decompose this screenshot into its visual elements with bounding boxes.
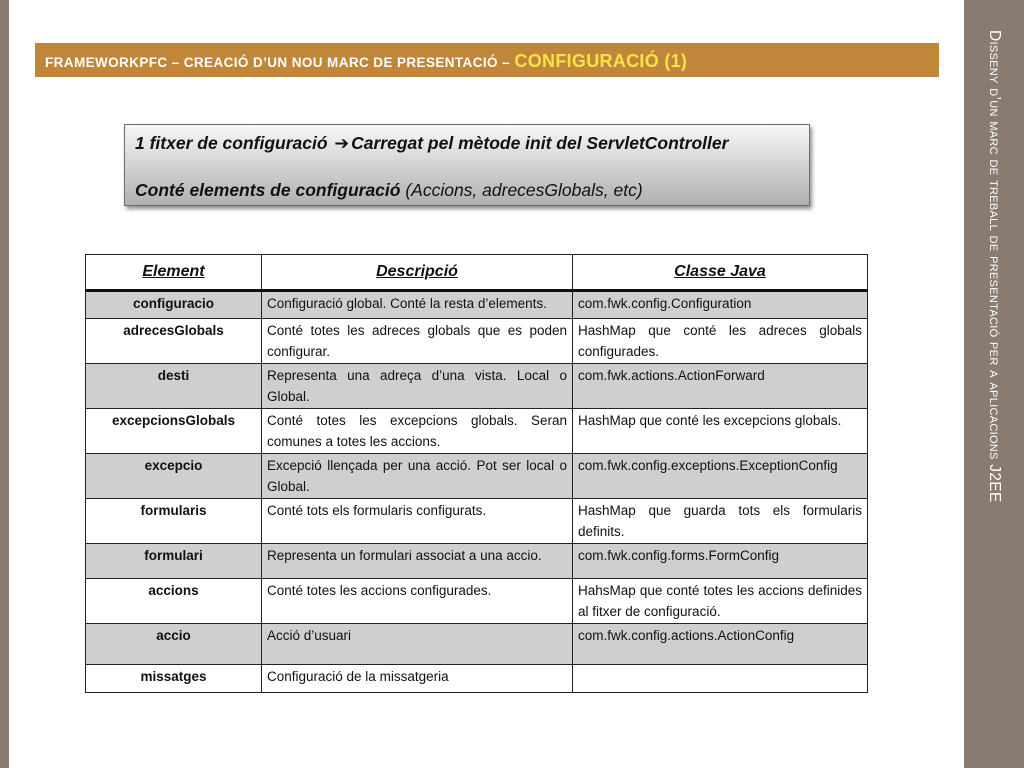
header-title-main: FRAMEWORKPFC – CREACIÓ D’UN NOU MARC DE PRESENTACIÓ – — [45, 55, 510, 70]
column-header-classe-java: Classe Java — [573, 255, 868, 291]
arrow-right-icon: ➔ — [334, 133, 350, 153]
cell-descripcio: Configuració global. Conté la resta d’elements. — [262, 291, 573, 319]
table-row — [86, 544, 868, 579]
cell-descripcio: Conté totes les accions configurades. — [262, 579, 573, 624]
cell-classe: com.fwk.config.Configuration — [573, 291, 868, 319]
left-accent-bar — [0, 0, 9, 768]
table-row — [86, 499, 868, 544]
cell-descripcio: Excepció llençada per una acció. Pot ser local o Global. — [262, 454, 573, 499]
cell-element: excepcio — [86, 454, 262, 499]
cell-classe — [573, 665, 868, 693]
table-row — [86, 364, 868, 409]
cell-element: excepcionsGlobals — [86, 409, 262, 454]
cell-descripcio: Representa un formulari associat a una accio. — [262, 544, 573, 579]
header-title-accent: CONFIGURACIÓ (1) — [514, 51, 688, 71]
cell-classe: HashMap que conté les adreces globals configurades. — [573, 319, 868, 364]
table-row — [86, 579, 868, 624]
callout-line-2 — [135, 178, 799, 202]
table-row — [86, 454, 868, 499]
table-row — [86, 291, 868, 319]
cell-element: missatges — [86, 665, 262, 693]
cell-descripcio: Acció d’usuari — [262, 624, 573, 665]
cell-classe: HashMap que conté les excepcions globals. — [573, 409, 868, 454]
cell-element: desti — [86, 364, 262, 409]
cell-descripcio: Conté totes les adreces globals que es poden configurar. — [262, 319, 573, 364]
callout-line-1-left: 1 fitxer de configuració — [135, 133, 328, 153]
cell-element: adrecesGlobals — [86, 319, 262, 364]
cell-element: configuracio — [86, 291, 262, 319]
cell-descripcio: Configuració de la missatgeria — [262, 665, 573, 693]
table-row — [86, 319, 868, 364]
callout-line-1 — [135, 131, 799, 155]
cell-descripcio: Conté totes les excepcions globals. Seran comunes a totes les accions. — [262, 409, 573, 454]
callout-line-2-rest: (Accions, adrecesGlobals, etc) — [400, 180, 643, 200]
side-title: Disseny d’un marc de treball de presentació per a aplicacions J2EE — [986, 30, 1003, 503]
table-row — [86, 624, 868, 665]
table-row — [86, 665, 868, 693]
cell-classe: HahsMap que conté totes les accions definides al fitxer de configuració. — [573, 579, 868, 624]
configuration-table — [85, 254, 868, 693]
callout-line-2-bold: Conté elements de configuració — [135, 180, 401, 200]
cell-element: accio — [86, 624, 262, 665]
cell-element: formularis — [86, 499, 262, 544]
callout-box — [124, 124, 810, 206]
cell-element: accions — [86, 579, 262, 624]
cell-element: formulari — [86, 544, 262, 579]
column-header-element: Element — [86, 255, 262, 291]
slide-header — [35, 43, 939, 77]
column-header-descripcio: Descripció — [262, 255, 573, 291]
callout-line-1-right: Carregat pel mètode init del ServletController — [351, 133, 729, 153]
cell-descripcio: Representa una adreça d’una vista. Local o Global. — [262, 364, 573, 409]
cell-classe: com.fwk.config.actions.ActionConfig — [573, 624, 868, 665]
table-header-row — [86, 255, 868, 291]
cell-classe: com.fwk.actions.ActionForward — [573, 364, 868, 409]
cell-classe: com.fwk.config.forms.FormConfig — [573, 544, 868, 579]
cell-descripcio: Conté tots els formularis configurats. — [262, 499, 573, 544]
cell-classe: HashMap que guarda tots els formularis definits. — [573, 499, 868, 544]
cell-classe: com.fwk.config.exceptions.ExceptionConfig — [573, 454, 868, 499]
table-row — [86, 409, 868, 454]
